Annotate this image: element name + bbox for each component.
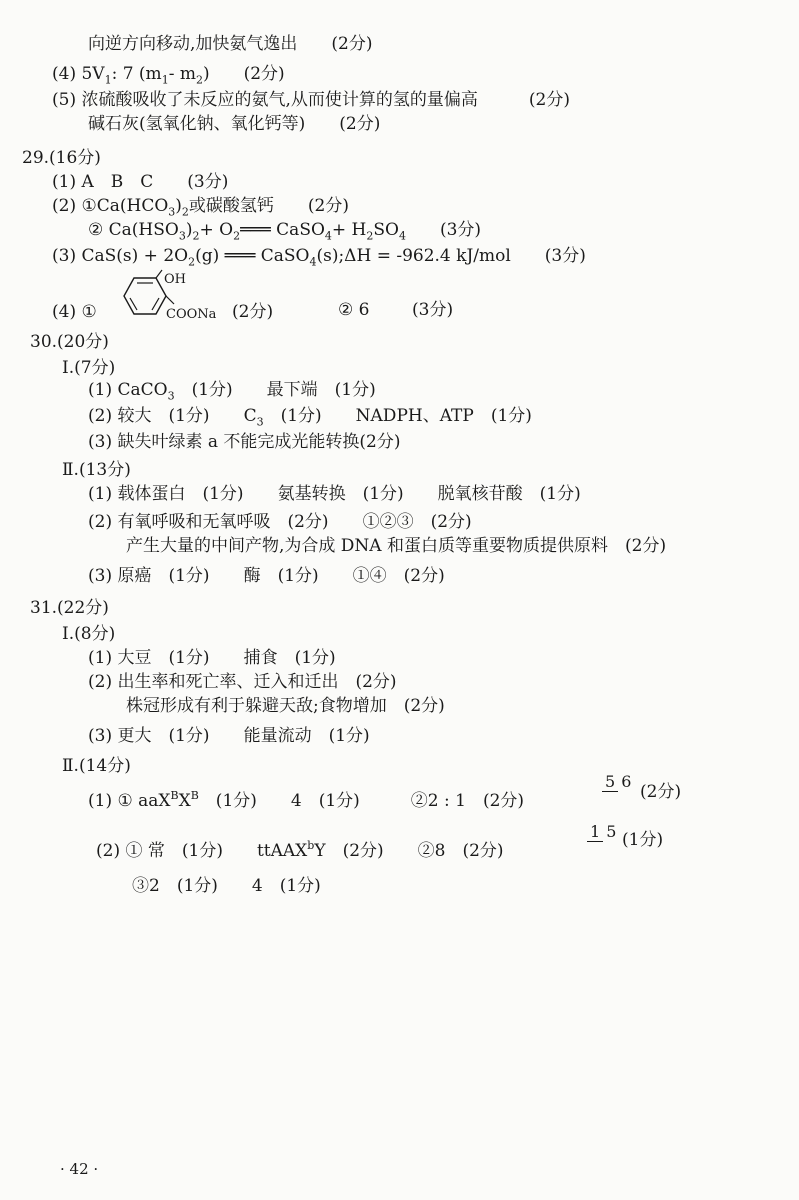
answer-line-30-1: (1) CaCO$_3$ (1分) 最下端 (1分) <box>88 380 376 403</box>
score: (3分) <box>412 300 454 320</box>
fraction: 5 6 <box>600 770 636 794</box>
answer-line-29-4: (4) ① <box>52 302 97 322</box>
answer-line-genetics-2: (2) ① 常 (1分) ttAAX$^b$Y (2分) ②8 (2分) <box>96 839 504 861</box>
answer-line-29-3: (3) $CaS(s) + 2O_2(g)$ ═══ CaSO$_4$(s);ΔH = -962.4 kJ/mol (3分) <box>52 246 586 269</box>
answer-line-5: (5) 浓硫酸吸收了未反应的氨气,从而使计算的氢的量偏高 (2分) <box>52 90 570 110</box>
answer-line: ③2 (1分) 4 (1分) <box>132 876 321 896</box>
answer-part: ② 6 <box>338 300 370 320</box>
answer-line: (3) 原癌 (1分) 酶 (1分) ①④ (2分) <box>88 566 445 586</box>
answer-line-29-2: (2) $①Ca(HCO_3)_2$或碳酸氢钙 (2分) <box>52 196 350 219</box>
fraction: 1 5 <box>585 820 621 844</box>
answer-line-30-2: (2) 较大 (1分) $C_3$ (1分) NADPH、ATP (1分) <box>88 406 532 429</box>
answer-line: 向逆方向移动,加快氨气逸出 (2分) <box>88 34 373 54</box>
section-heading: Ⅰ.(8分) <box>62 624 116 644</box>
page-number: · 42 · <box>60 1160 99 1178</box>
answer-line-29-1: (1) A B C (3分) <box>52 172 229 192</box>
question-heading-30: 30.(20分) <box>30 332 109 352</box>
answer-line-30-3: (3) 缺失叶绿素 a 不能完成光能转换(2分) <box>88 432 401 452</box>
answer-line: (3) 更大 (1分) 能量流动 (1分) <box>88 726 370 746</box>
question-heading-31: 31.(22分) <box>30 598 109 618</box>
section-heading: Ⅱ.(14分) <box>62 756 131 776</box>
score: (2分) <box>232 302 274 322</box>
answer-line: (2) 有氧呼吸和无氧呼吸 (2分) ①②③ (2分) <box>88 512 472 532</box>
section-heading: Ⅱ.(13分) <box>62 460 131 480</box>
answer-line: (1) 大豆 (1分) 捕食 (1分) <box>88 648 336 668</box>
answer-line-equation: ② $Ca(HSO_3)_2+$ $O_2═══$ CaSO$_4$+ $H_2SO_4$ (3分) <box>88 220 482 243</box>
coona-label: COONa <box>166 307 217 322</box>
answer-line: 产生大量的中间产物,为合成 DNA 和蛋白质等重要物质提供原料 (2分) <box>126 536 667 556</box>
oh-label: OH <box>164 272 186 287</box>
score: (1分) <box>622 830 664 850</box>
question-heading-29: 29.(16分) <box>22 148 101 168</box>
answer-line-genetics-1: (1) ① $aaX^BX^B$ (1分) 4 (1分) ②2 : 1 (2分) <box>88 789 525 811</box>
score: (2分) <box>640 782 682 802</box>
answer-line-4: (4) $5V_1$: 7 ($m_1-$ $m_2$) (2分) <box>52 64 285 87</box>
answer-line: (1) 载体蛋白 (1分) 氨基转换 (1分) 脱氧核苷酸 (1分) <box>88 484 581 504</box>
answer-line: (2) 出生率和死亡率、迁入和迁出 (2分) <box>88 672 397 692</box>
answer-line: 碱石灰(氢氧化钠、氧化钙等) (2分) <box>88 114 381 134</box>
answer-line: 株冠形成有利于躲避天敌;食物增加 (2分) <box>126 696 445 716</box>
section-heading: Ⅰ.(7分) <box>62 358 116 378</box>
